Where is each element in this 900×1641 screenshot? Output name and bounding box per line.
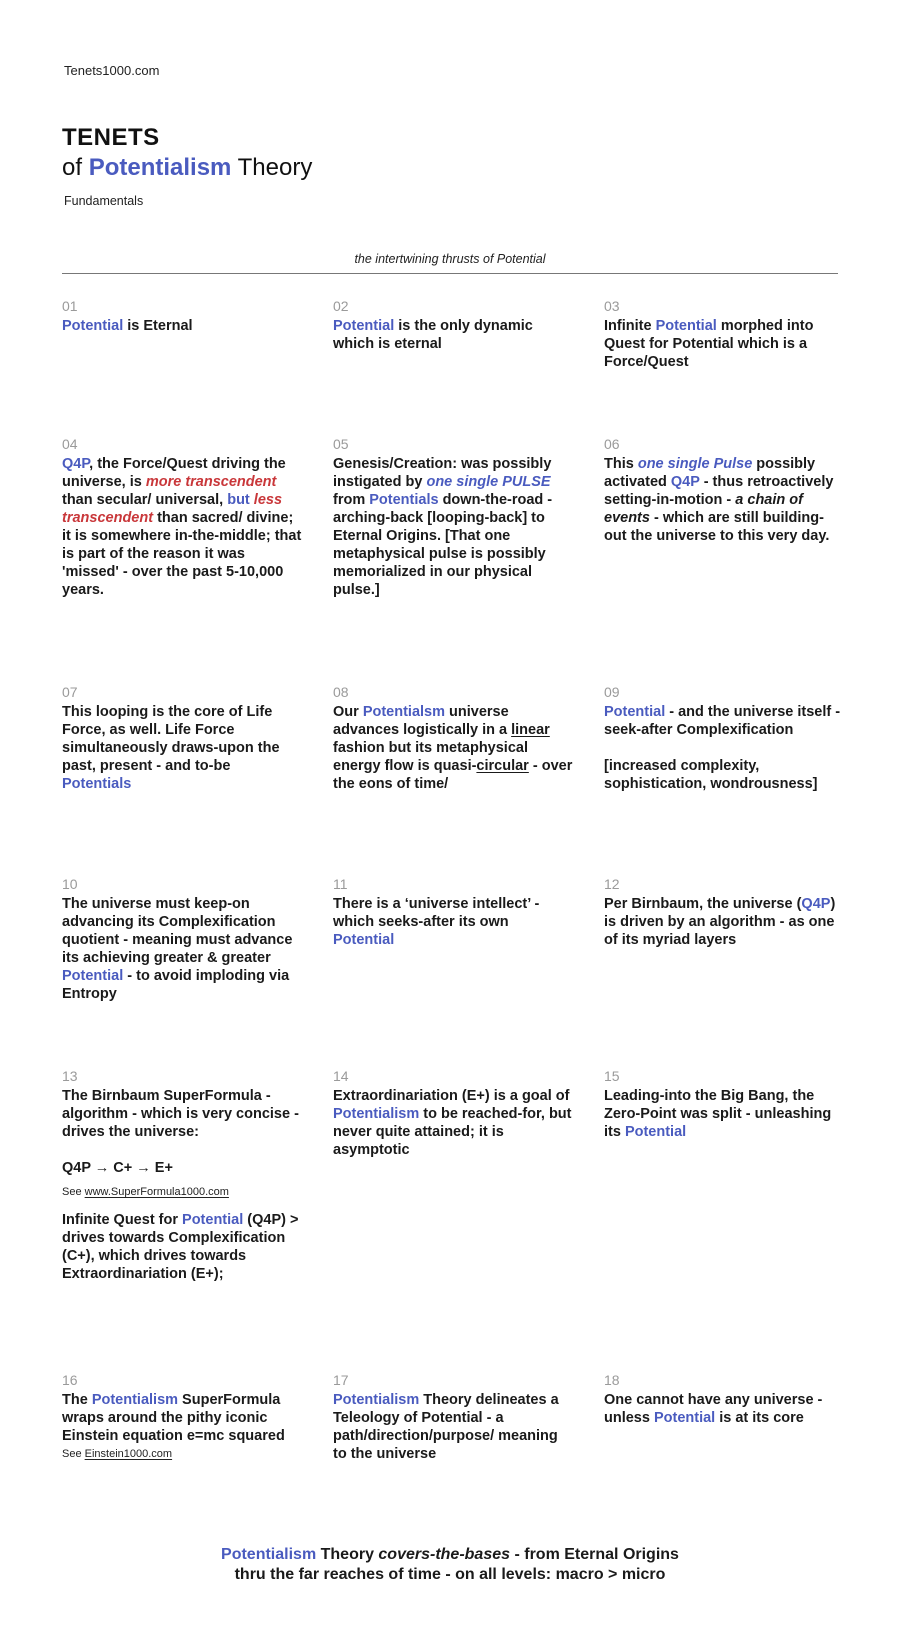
subtitle: Fundamentals [64,194,144,208]
text-highlight: but [227,492,254,508]
tenet-number: 17 [333,1372,349,1388]
text-span: - to avoid imploding via Entropy [62,968,290,1002]
text-span: is at its core [715,1410,804,1426]
tenet-04 [62,434,302,599]
tenet-number: 06 [604,436,620,452]
text-highlight: Potential [62,318,124,334]
text-span: Infinite Quest for [62,1212,183,1228]
text-span: The [62,1392,92,1408]
tenet-text [604,317,844,371]
tenet-text [333,455,573,599]
tenet-number: 15 [604,1068,620,1084]
text-highlight: Potentialism [91,1392,179,1408]
text-span: - which are still building-out the universe to this very day. [604,510,830,544]
text-highlight: one single Pulse [637,456,753,472]
tenet-18 [604,1370,844,1427]
tenet-13 [62,1066,302,1283]
tenet-text [333,703,573,793]
tenet-number: 10 [62,876,78,892]
text-span: than sacred/ divine; it is somewhere in-the-middle; that is part of the reason it was 'missed' - over the past 5-10,000 years. [62,510,302,598]
text-span: SuperFormula wraps around the pithy iconic Einstein equation e=mc squared [62,1392,285,1444]
text-span: This looping is the core of Life Force, as well. Life Force simultaneously draws-upon the past, present - and to-be [62,704,280,774]
text-span: is the only dynamic which is eternal [333,318,533,352]
spacer [604,739,844,757]
text-span: universe advances logistically in a [333,704,512,738]
text-highlight: Q4P [62,456,90,472]
text-span: See [62,1186,85,1198]
text-span: from [333,492,370,508]
text-span: to be reached-for, but never quite attained; it is asymptotic [333,1106,572,1158]
text-highlight: Potential [653,1410,716,1426]
text-span: See [62,1448,85,1460]
tenet-number: 03 [604,298,620,314]
see-reference [62,1185,302,1199]
section-caption: the intertwining thrusts of Potential [354,252,546,266]
text-highlight: one single PULSE [426,474,551,490]
site-name: Tenets1000.com [64,63,160,78]
text-span: - from Eternal Origins [510,1546,679,1563]
tenet-text [62,317,302,335]
text-span: - and the universe itself - seek-after Complexification [604,704,841,738]
text-span: down-the-road - arching-back [looping-back] to Eternal Origins. [That one metaphysical pulse is possibly memorialized in our physical pulse.] [333,492,553,598]
title-of: of [62,154,83,181]
tenet-text: The Birnbaum SuperFormula - algorithm - which is very concise - drives the universe: [62,1088,299,1140]
text-span: (Q4P) > drives towards Complexification (C+), which drives towards Extraordinariation (E+); [62,1212,299,1282]
text-italic: covers-the-bases [378,1546,511,1563]
tenet-02 [333,296,573,353]
tenet-08 [333,682,573,793]
tenet-note: [increased complexity, sophistication, wondrousness] [604,758,818,792]
spacer [62,1141,302,1159]
text-span: This [604,456,638,472]
tenet-text-2 [62,1211,302,1283]
tenet-number: 09 [604,684,620,700]
title-highlight: Potentialism [88,154,232,181]
see-reference [62,1447,302,1461]
tenet-12 [604,874,844,949]
tenet-number: 07 [62,684,78,700]
tenet-17 [333,1370,573,1463]
einstein-link[interactable]: Einstein1000.com [84,1448,173,1460]
tenet-text [604,1391,844,1427]
text-emphasis: more transcendent [145,474,277,490]
text-span: morphed into Quest for Potential which is a Force/Quest [604,318,814,370]
tenet-number: 05 [333,436,349,452]
text-highlight: Q4P [801,896,831,912]
text-span: Extraordinariation (E+) is a goal of [333,1088,570,1104]
tenet-text [62,1391,302,1445]
text-span: Leading-into the Big Bang, the Zero-Point was split - unleashing its [604,1088,832,1140]
text-span: The universe must keep-on advancing its Complexification quotient - meaning must advance its achieving greater & greater [62,896,293,966]
text-span: - over the eons of time/ [333,758,573,792]
text-highlight: Potential [624,1124,687,1140]
text-underline: circular [476,758,529,774]
text-span: - thus retroactively setting-in-motion - [604,474,834,508]
tenet-text [62,703,302,793]
text-span: Per Birnbaum, the universe ( [604,896,802,912]
title-line-1: TENETS [62,124,160,151]
text-span: Genesis/Creation: was possibly instigated by [333,456,552,490]
tenet-03 [604,296,844,371]
superformula-link[interactable]: www.SuperFormula1000.com [84,1186,229,1198]
text-highlight: Potentialism [333,1392,420,1408]
text-span: Our [333,704,363,720]
tenet-16 [62,1370,302,1461]
text-highlight: Potential [655,318,717,334]
tenet-number: 14 [333,1068,349,1084]
text-highlight: Potential [182,1212,244,1228]
text-italic: a chain of events [604,492,803,526]
footer-line-1 [0,1545,900,1565]
footer-statement [0,1545,900,1585]
text-highlight: Potentialsm [362,704,445,720]
text-highlight: Potential [333,932,395,948]
text-span: is Eternal [123,318,193,334]
tenet-number: 18 [604,1372,620,1388]
text-span: possibly activated [604,456,816,490]
title-theory: Theory [237,154,313,181]
tenet-15 [604,1066,844,1141]
tenet-number: 08 [333,684,349,700]
text-highlight: Potential [333,318,395,334]
tenet-number: 02 [333,298,349,314]
tenet-number: 04 [62,436,78,452]
text-span: Theory delineates a Teleology of Potential - a path/direction/purpose/ meaning to the universe [333,1392,559,1462]
tenet-text [604,703,844,739]
text-highlight: Q4P [670,474,700,490]
tenet-07 [62,682,302,793]
text-span: Infinite [604,318,656,334]
text-highlight: Potentialism [221,1546,317,1563]
text-span: ) is driven by an algorithm - as one of its myriad layers [604,896,836,948]
tenet-01 [62,296,302,335]
tenet-text [604,895,844,949]
tenet-number: 01 [62,298,78,314]
text-span: Theory [316,1546,379,1563]
tenet-number: 11 [333,876,348,892]
text-underline: linear [511,722,550,738]
divider [62,273,838,274]
text-highlight: Potential [604,704,666,720]
tenet-text [604,1087,844,1141]
text-span: There is a ‘universe intellect’ - which seeks-after its own [333,896,540,930]
tenet-text [333,1391,573,1463]
tenet-text [62,895,302,1003]
tenet-10 [62,874,302,1003]
text-highlight: Potentials [62,776,132,792]
text-span: , the Force/Quest driving the universe, is [62,456,286,490]
tenet-number: 13 [62,1068,78,1084]
text-highlight: Potentialism [333,1106,420,1122]
text-span: than secular/ universal, [62,492,228,508]
text-emphasis: less transcendent [62,492,283,526]
tenet-text [604,455,844,545]
footer-line-2: thru the far reaches of time - on all levels: macro > micro [234,1566,666,1583]
tenet-06 [604,434,844,545]
tenet-text [62,455,302,599]
tenet-text [333,1087,573,1159]
text-highlight: Potentials [369,492,439,508]
text-span: One cannot have any universe - unless [604,1392,823,1426]
text-highlight: Potential [62,968,124,984]
title-line-2 [62,152,312,184]
tenet-text [333,895,573,949]
page-title [62,124,312,184]
tenet-text [333,317,573,353]
tenet-14 [333,1066,573,1159]
text-span: fashion but its metaphysical energy flow is quasi- [333,740,528,774]
tenet-11 [333,874,573,949]
tenet-number: 16 [62,1372,78,1388]
tenet-09 [604,682,844,793]
tenet-number: 12 [604,876,620,892]
tenet-05 [333,434,573,599]
formula: Q4P → C+ → E+ [62,1160,173,1176]
